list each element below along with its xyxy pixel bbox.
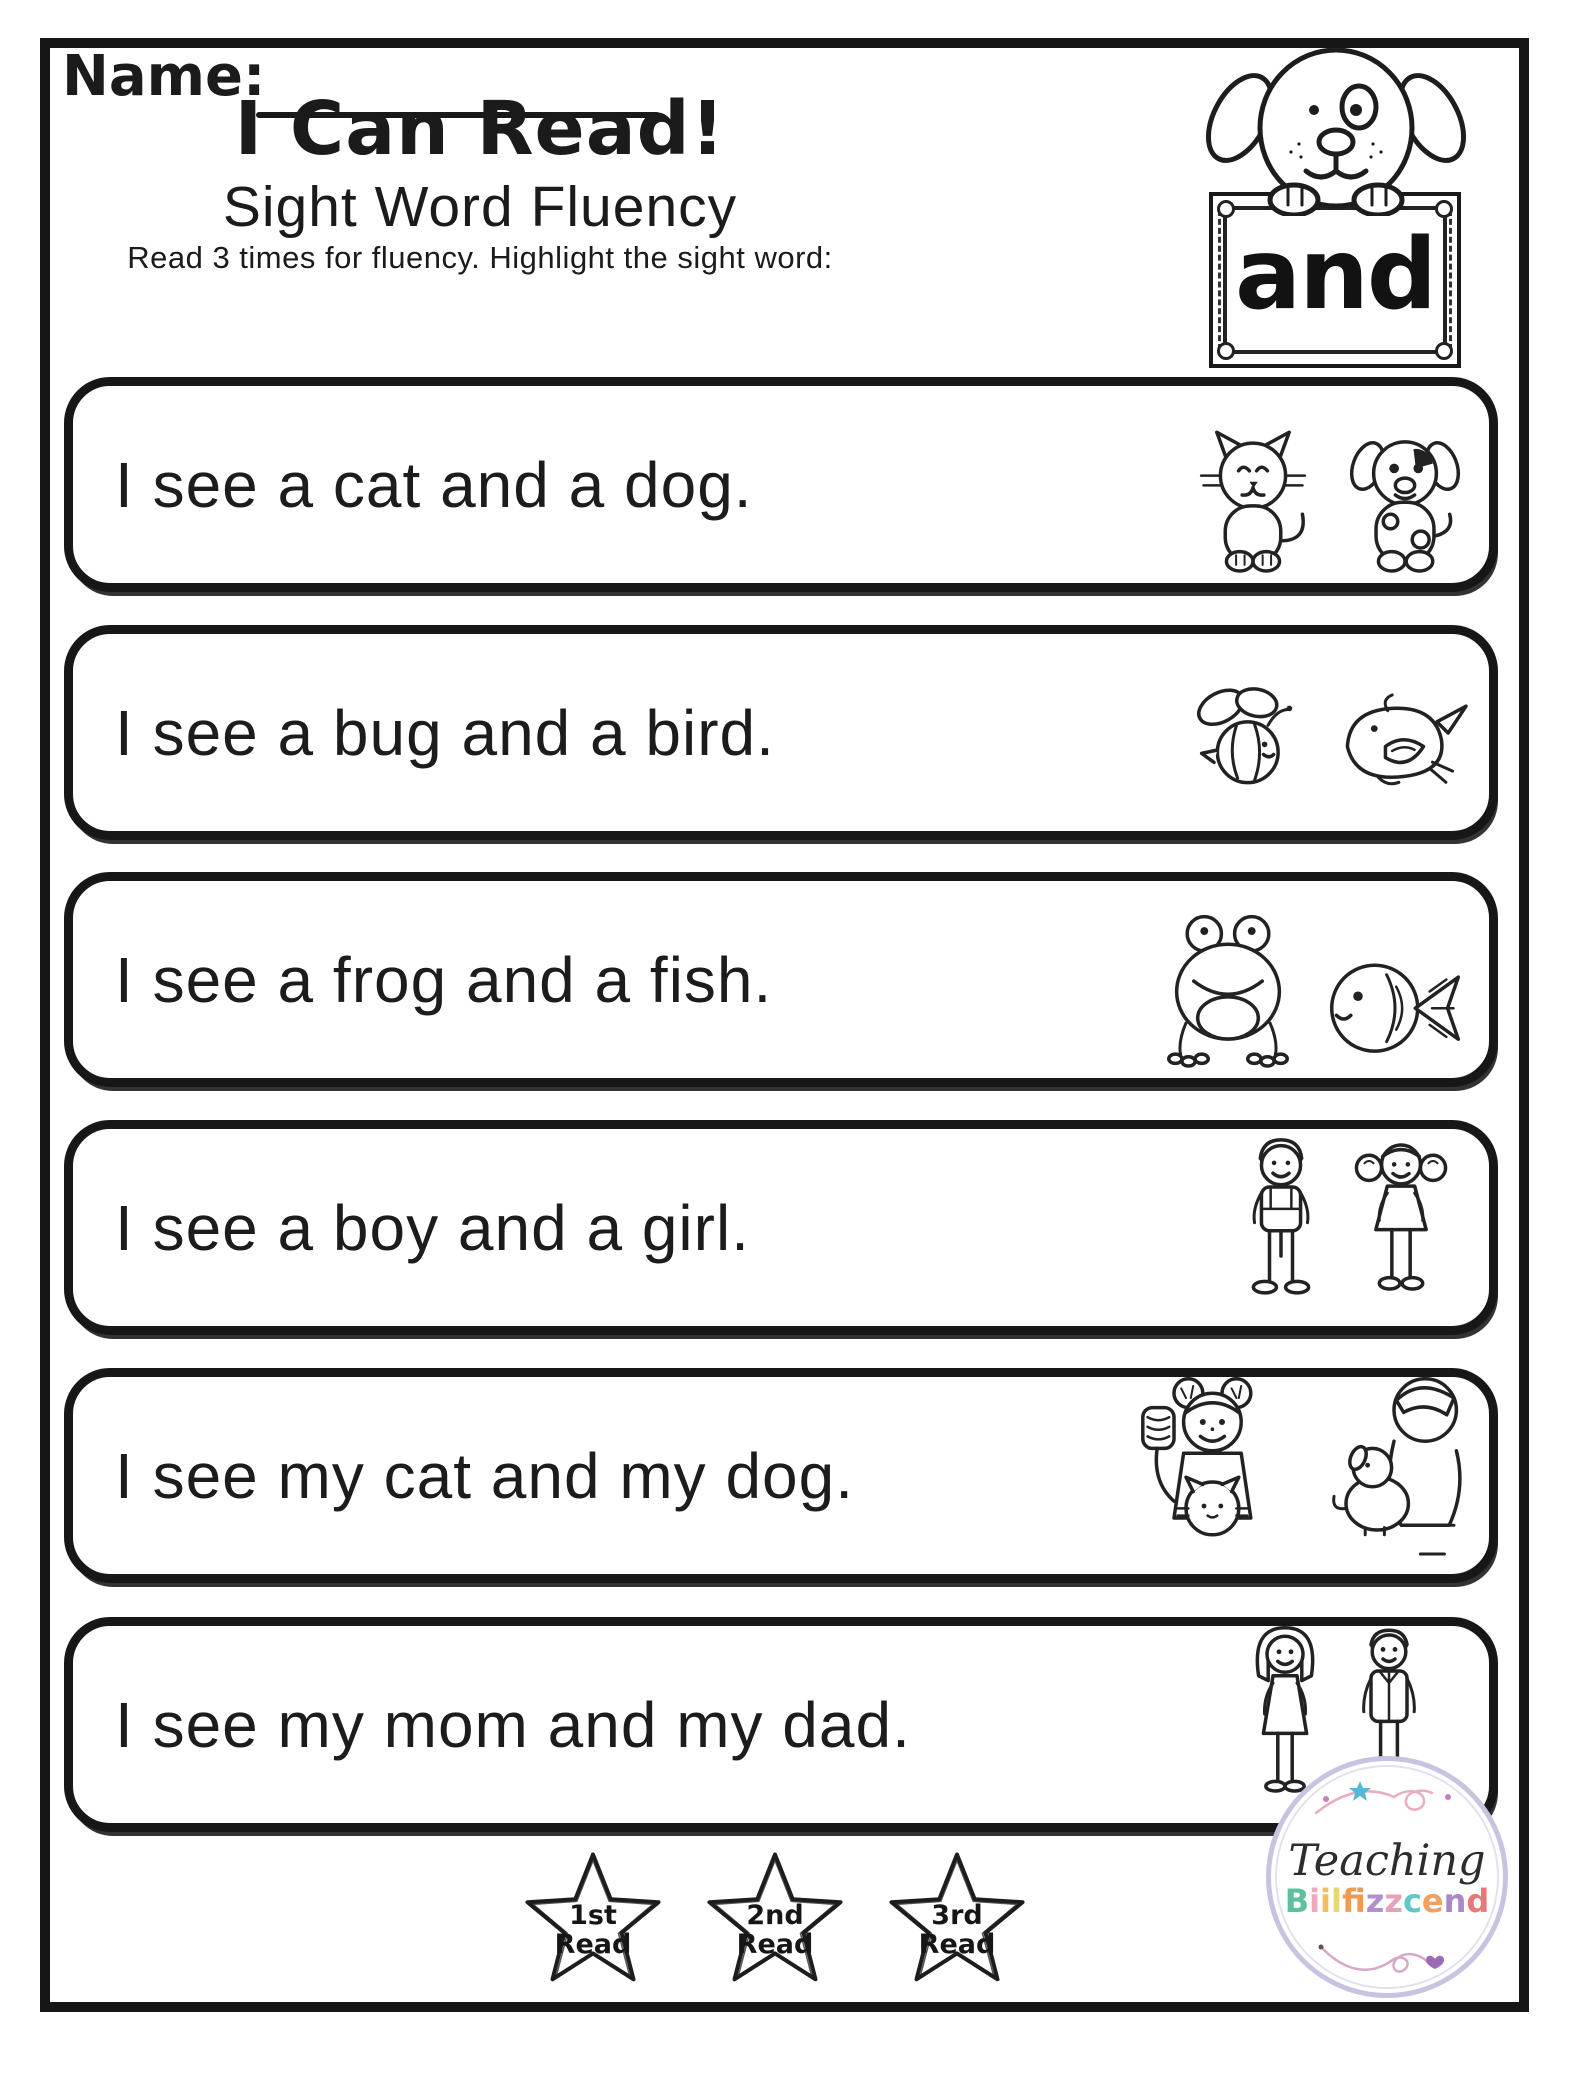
sign-screw-icon xyxy=(1435,342,1453,360)
instruction-text: Read 3 times for fluency. Highlight the sight word: xyxy=(127,240,833,275)
star-label: 3rd Read xyxy=(918,1899,996,1960)
boy-icon xyxy=(1235,1132,1327,1318)
bee-icon xyxy=(1178,681,1313,801)
name-label: Name: xyxy=(62,44,266,109)
sign-screw-icon xyxy=(1217,342,1235,360)
logo-brand: Biilfzzcend xyxy=(1284,1881,1490,1920)
page-title: I Can Read! xyxy=(234,86,726,172)
logo-swirl-star-decoration xyxy=(1302,1777,1472,1823)
fish-icon xyxy=(1315,946,1475,1068)
dog-icon xyxy=(1335,425,1475,577)
sentence-text: I see a boy and a girl. xyxy=(115,1191,750,1264)
sentence-text: I see a cat and a dog. xyxy=(115,448,753,521)
girl-icon xyxy=(1353,1132,1449,1318)
sentence-row xyxy=(64,1120,1498,1335)
sentence-row xyxy=(64,1368,1498,1583)
sentence-text: I see a bug and a bird. xyxy=(115,696,775,769)
bird-icon xyxy=(1325,683,1475,801)
cat-icon xyxy=(1183,425,1323,577)
star-1st-read xyxy=(518,1842,668,2014)
sentence-row xyxy=(64,625,1498,840)
star-label: 1st Read xyxy=(554,1899,632,1960)
sentence-row xyxy=(64,872,1498,1087)
sight-word-sign-group xyxy=(1185,40,1487,372)
sentence-row xyxy=(64,377,1498,592)
logo-studio-name: Teaching xyxy=(1288,1835,1486,1886)
sight-word: and xyxy=(1234,218,1436,332)
star-2nd-read xyxy=(700,1842,850,2014)
page-subtitle: Sight Word Fluency xyxy=(222,175,738,239)
puppy-icon xyxy=(1193,40,1479,216)
boy-with-dog-icon xyxy=(1309,1374,1479,1566)
sentence-text: I see my mom and my dad. xyxy=(115,1688,911,1761)
logo-swirl-heart-decoration xyxy=(1307,1935,1467,1979)
publisher-logo-badge xyxy=(1266,1756,1508,1998)
sentence-text: I see a frog and a fish. xyxy=(115,943,773,1016)
star-3rd-read xyxy=(882,1842,1032,2014)
sentence-row xyxy=(64,1617,1498,1832)
frog-icon xyxy=(1153,910,1303,1068)
sight-word-sign-board xyxy=(1209,192,1461,368)
star-label: 2nd Read xyxy=(736,1899,814,1960)
girl-with-cat-icon xyxy=(1125,1374,1295,1566)
sentence-text: I see my cat and my dog. xyxy=(115,1439,854,1512)
